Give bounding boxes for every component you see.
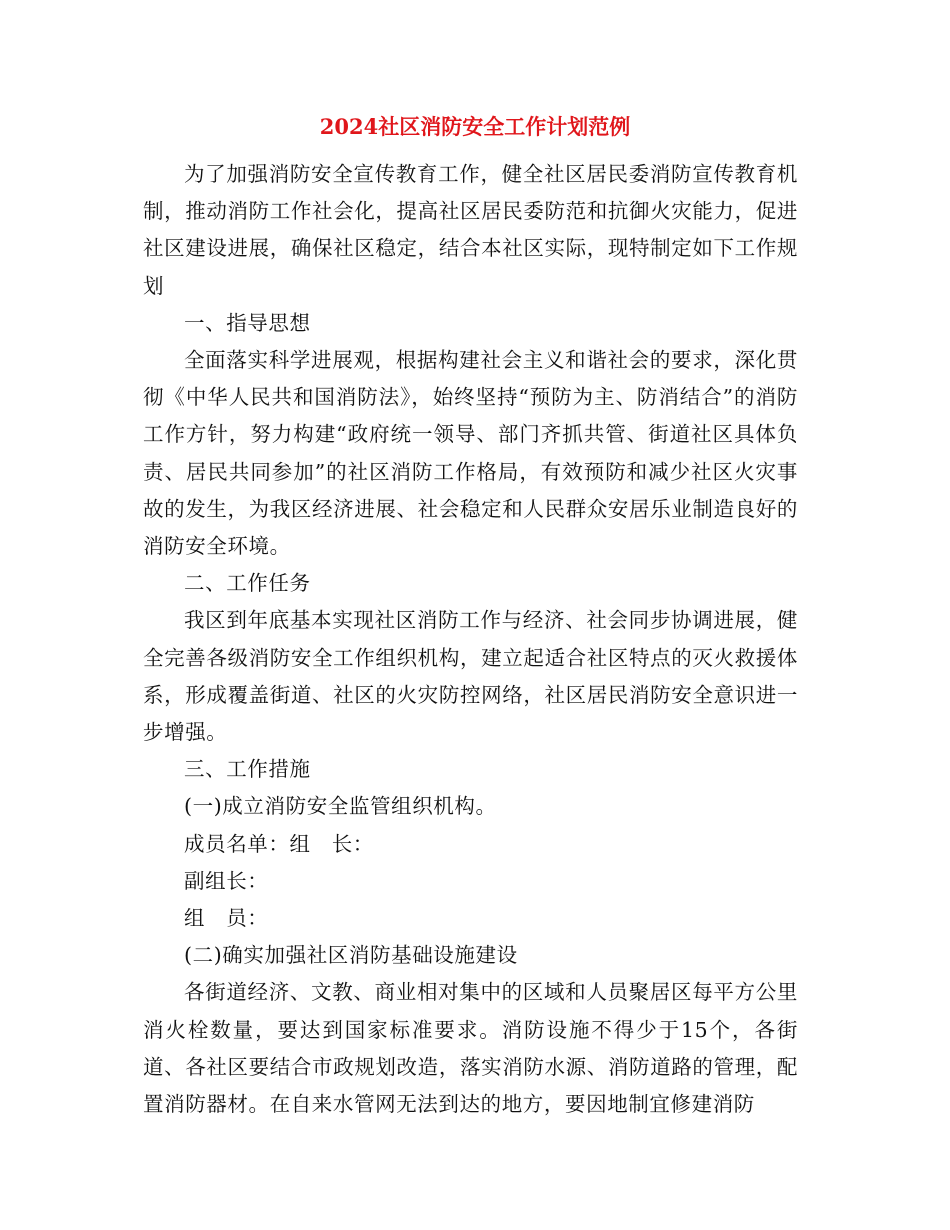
section-heading-work-tasks: 二、工作任务	[184, 571, 311, 596]
subsection-heading-organization: (一)成立消防安全监管组织机构。	[184, 794, 497, 819]
member-list-members: 组 员：	[184, 906, 269, 931]
member-list-deputy-leader: 副组长：	[184, 868, 269, 893]
document-title: 2024社区消防安全工作计划范例	[319, 114, 631, 139]
member-list-leader: 成员名单：组 长：	[184, 831, 374, 856]
subsection-heading-infrastructure: (二)确实加强社区消防基础设施建设	[184, 943, 518, 968]
intro-paragraph: 为了加强消防安全宣传教育工作，健全社区居民委消防宣传教育机制，推动消防工作社会化，提高社区居民委防范和抗御火灾能力，促进社区建设进展，确保社区稳定，结合本社区实际，现特制定如下工作规划	[143, 162, 798, 298]
infrastructure-paragraph: 各街道经济、文教、商业相对集中的区域和人员聚居区每平方公里消火栓数量，要达到国家标准要求。消防设施不得少于15个，各街道、各社区要结合市政规划改造，落实消防水源、消防道路的管理，配置消防器材。在自来水管网无法到达的地方，要因地制宜修建消防	[143, 980, 798, 1117]
section-heading-work-measures: 三、工作措施	[184, 757, 311, 782]
document-body	[143, 156, 798, 1123]
section-heading-guiding-ideology: 一、指导思想	[184, 310, 311, 335]
work-tasks-paragraph: 我区到年底基本实现社区消防工作与经济、社会同步协调进展，健全完善各级消防安全工作组织机构，建立起适合社区特点的灭火救援体系，形成覆盖街道、社区的火灾防控网络，社区居民消防安全意识进一步增强。	[143, 608, 798, 745]
guiding-ideology-paragraph: 全面落实科学进展观，根据构建社会主义和谐社会的要求，深化贯彻《中华人民共和国消防法》，始终坚持“预防为主、防消结合”的消防工作方针，努力构建“政府统一领导、部门齐抓共管、街道社区具体负责、居民共同参加”的社区消防工作格局，有效预防和减少社区火灾事故的发生，为我区经济进展、社会稳定和人民群众安居乐业制造良好的消防安全环境。	[143, 348, 798, 559]
